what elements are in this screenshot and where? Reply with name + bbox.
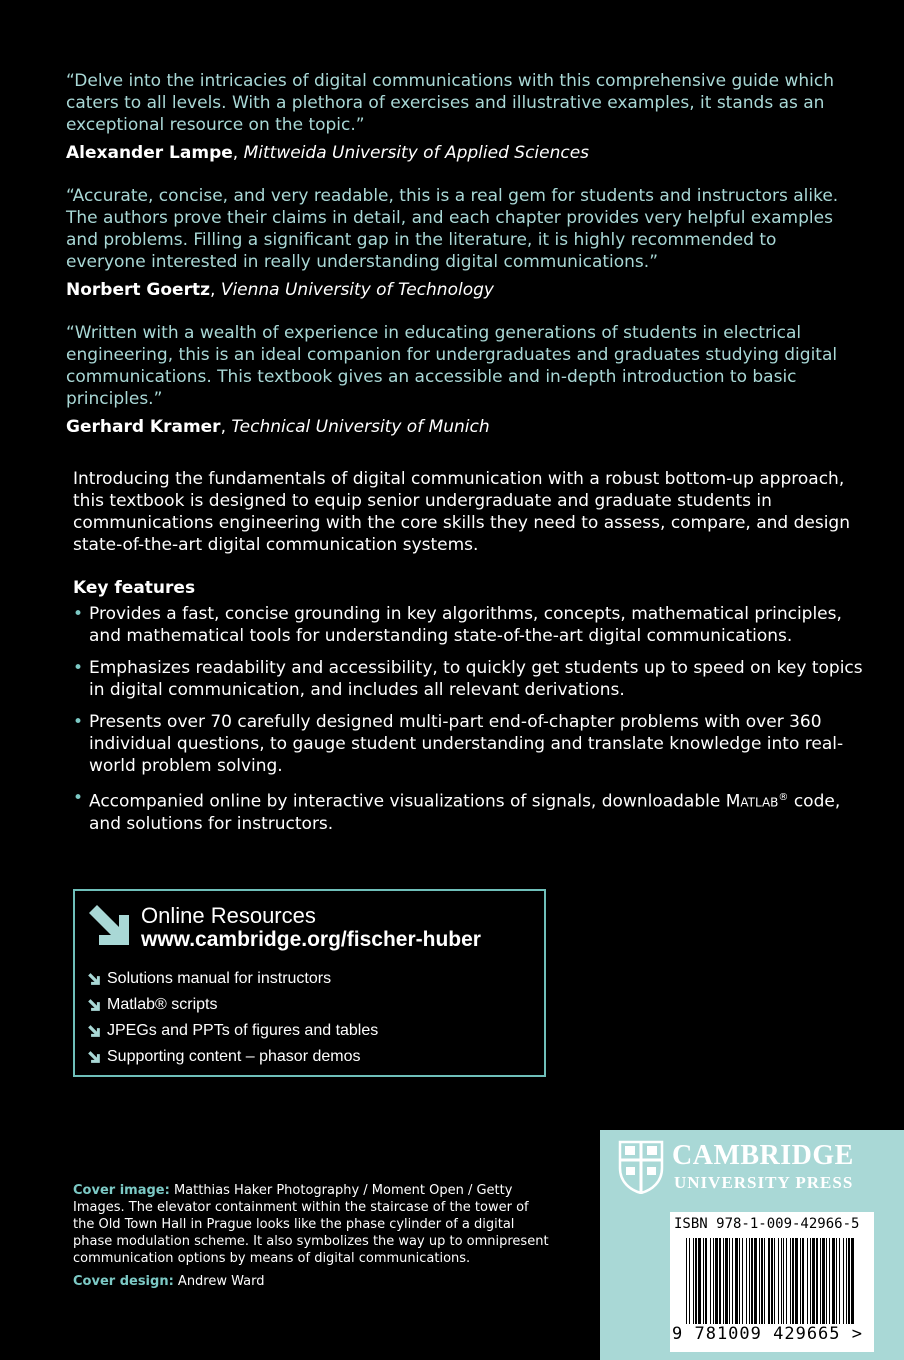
matlab-text: Matlab	[725, 791, 779, 812]
key-features-list	[73, 603, 873, 845]
quote-3	[66, 322, 856, 438]
cover-design-credit	[73, 1273, 553, 1290]
list-item	[73, 711, 873, 777]
reviewer-name: Alexander Lampe	[66, 143, 233, 163]
list-item	[87, 1018, 378, 1044]
quote-attribution: Alexander Lampe, Mittweida University of Applied Sciences	[66, 143, 590, 163]
cover-credits	[73, 1182, 553, 1290]
reviewer-name: Norbert Goertz	[66, 280, 210, 300]
online-resources-box	[73, 889, 546, 1077]
quote-text: “Accurate, concise, and very readable, this is a real gem for students and instructors alike. The authors prove their claims in detail, and each chapter provides very helpful examples and problems. Filling a significant gap in the literature, it is highly recommended to everyone interested in really understanding digital communications.”	[66, 186, 839, 272]
arrow-down-right-icon	[87, 998, 101, 1012]
cover-image-credit	[73, 1182, 553, 1267]
quote-attribution: Norbert Goertz, Vienna University of Technology	[66, 280, 494, 300]
online-resources-title: Online Resources	[141, 903, 316, 928]
bullet-icon: •	[73, 712, 84, 732]
isbn-label: ISBN 978-1-009-42966-5	[674, 1216, 860, 1232]
reviewer-affiliation: Mittweida University of Applied Sciences	[243, 143, 590, 163]
list-item	[87, 1044, 378, 1070]
list-item	[73, 657, 873, 701]
key-features-heading: Key features	[73, 578, 196, 598]
list-item	[73, 787, 873, 835]
resource-label: Supporting content – phasor demos	[107, 1048, 361, 1065]
feature-text-before: Accompanied online by interactive visualizations of signals, downloadable	[89, 791, 726, 812]
credit-label: Cover image:	[73, 1183, 170, 1198]
registered-mark: ®	[778, 792, 789, 803]
resources-list	[87, 966, 378, 1070]
barcode	[686, 1238, 858, 1324]
quote-text: “Written with a wealth of experience in educating generations of students in electrical engineering, this is an ideal companion for undergraduates and graduates studying digital communications. This textbook gives an accessible and in-depth introduction to basic principles.”	[66, 323, 838, 409]
quote-text: “Delve into the intricacies of digital communications with this comprehensive guide which caters to all levels. With a plethora of exercises and illustrative examples, it stands as an exceptional resource on the topic.”	[66, 71, 834, 135]
arrow-down-right-icon	[87, 1050, 101, 1064]
online-resources-url[interactable]: www.cambridge.org/fischer-huber	[141, 928, 481, 951]
reviewer-name: Gerhard Kramer	[66, 417, 221, 437]
feature-text: Emphasizes readability and accessibility, to quickly get students up to speed on key topics in digital communication, and includes all relevant derivations.	[89, 658, 863, 700]
resource-label: Solutions manual for instructors	[107, 970, 332, 987]
publisher-panel	[600, 1130, 904, 1360]
arrow-down-right-icon	[87, 972, 101, 986]
publisher-subtitle: UNIVERSITY PRESS	[674, 1173, 854, 1192]
quote-1	[66, 70, 856, 164]
feature-text: Presents over 70 carefully designed multi-part end-of-chapter problems with over 360 individual questions, to gauge student understanding and translate knowledge into real-world problem solving.	[89, 712, 844, 776]
list-item	[87, 992, 378, 1018]
bullet-icon: •	[73, 788, 84, 808]
bullet-icon: •	[73, 658, 84, 678]
feature-text-after: code, and solutions for instructors.	[89, 791, 841, 834]
list-item	[87, 966, 378, 992]
arrow-down-right-icon	[87, 1024, 101, 1038]
credit-text: Andrew Ward	[177, 1274, 265, 1289]
credit-text: Matthias Haker Photography / Moment Open / Getty Images. The elevator containment within the staircase of the tower of the Old Town Hall in Prague looks like the phase cylinder of a digital phase modulation scheme. It also symbolizes the way up to omnipresent communication options by means of digital communications.	[73, 1183, 549, 1266]
barcode-box	[670, 1212, 874, 1352]
quote-2	[66, 185, 856, 301]
book-description: Introducing the fundamentals of digital communication with a robust bottom-up approach, this textbook is designed to equip senior undergraduate and graduate students in communications engineering with the core skills they need to assess, compare, and design state-of-the-art digital communication systems.	[73, 469, 850, 555]
arrow-down-right-icon	[85, 901, 133, 949]
bullet-icon: •	[73, 604, 84, 624]
feature-text: Provides a fast, concise grounding in key algorithms, concepts, mathematical principles, and mathematical tools for understanding state-of-the-art digital communications.	[89, 604, 842, 646]
resource-label: JPEGs and PPTs of figures and tables	[107, 1022, 379, 1039]
credit-label: Cover design:	[73, 1274, 174, 1289]
isbn-digits: 9 781009 429665 >	[672, 1324, 863, 1344]
list-item	[73, 603, 873, 647]
reviewer-affiliation: Technical University of Munich	[231, 417, 490, 437]
quote-attribution: Gerhard Kramer, Technical University of Munich	[66, 417, 490, 437]
reviewer-affiliation: Vienna University of Technology	[220, 280, 494, 300]
publisher-name: CAMBRIDGE	[672, 1140, 854, 1171]
resource-label: Matlab® scripts	[107, 996, 218, 1013]
cambridge-shield-icon	[618, 1140, 664, 1194]
